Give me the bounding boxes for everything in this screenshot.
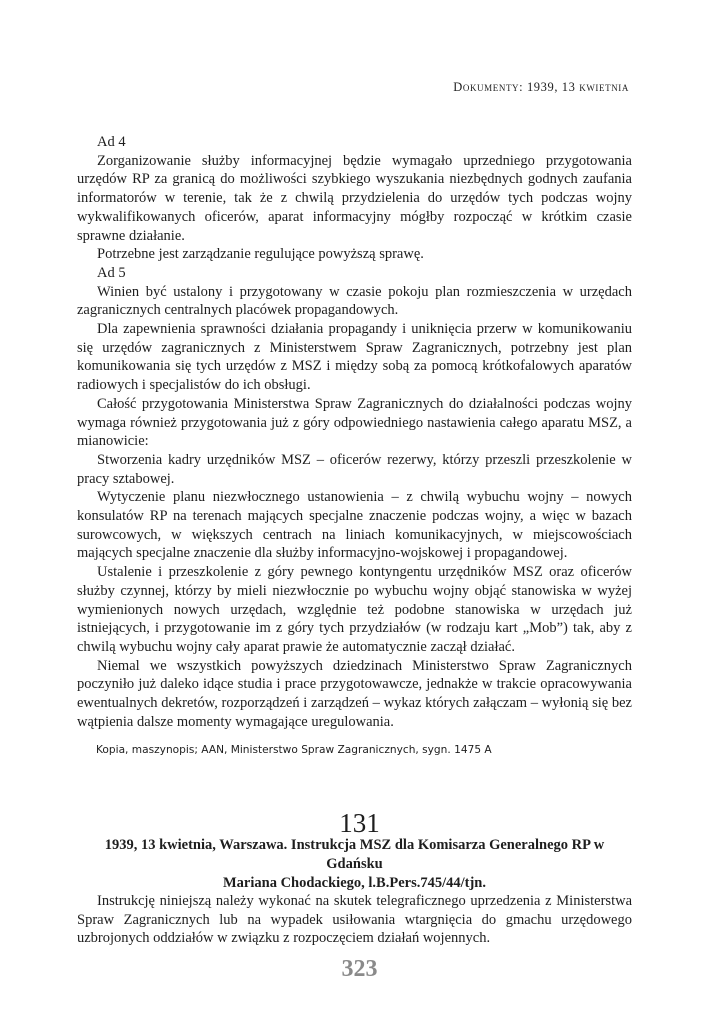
paragraph: Ustalenie i przeszkolenie z góry pewnego kontyngentu urzędników MSZ oraz oficerów służby czynnej, którzy by mieli niezwłocznie po wybuchu wojny objąć stanowiska w wyżej wymienionych nowych urzędach, względnie też podobne stanowiska w urzędach już istniejących, i przygotowanie im z góry tych przydziałów (w rodzaju kart „Mob”) tak, aby z chwilą wybuchu wojny cały aparat prawie że automatycznie zaczął działać. bbox=[77, 564, 632, 655]
document-number: 131 bbox=[339, 808, 380, 838]
running-header: Dokumenty: 1939, 13 kwietnia bbox=[453, 80, 629, 94]
section-label: Ad 4 bbox=[97, 134, 126, 150]
paragraph: Zorganizowanie służby informacyjnej będzie wymagało uprzedniego przygotowania urzędów RP za granicą do możliwości szybkiego wyszukania niezbędnych godnych zaufania informatorów w terenie, tak że z chwilą przydzielenia do urzędów tych podczas wojny wykwalifikowanych oficerów, aparat informacyjny mógłby rozpocząć w krótkim czasie sprawne działanie. bbox=[77, 152, 632, 244]
document-paragraph: Instrukcję niniejszą należy wykonać na skutek telegraficznego uprzedzenia z Ministerstwa Spraw Zagranicznych lub na wypadek usiłowania wtargnięcia do gmachu urzędowego uzbrojonych oddziałów w związku z rozpoczęciem działań wojennych. bbox=[77, 893, 632, 947]
paragraph: Dla zapewnienia sprawności działania propagandy i uniknięcia przerw w komunikowaniu się urzędów zagranicznych z Ministerstwem Spraw Zagranicznych, potrzebny jest plan komunikowania się tych urzędów z MSZ i między sobą za pomocą krótkofalowych aparatów radiowych i specjalistów do ich obsługi. bbox=[77, 321, 632, 394]
document-heading bbox=[77, 836, 632, 892]
paragraph: Stworzenia kadry urzędników MSZ – oficerów rezerwy, którzy przeszli przeszkolenie w pracy sztabowej. bbox=[77, 451, 632, 487]
document-heading-line: 1939, 13 kwietnia, Warszawa. Instrukcja MSZ dla Komisarza Generalnego RP w Gdańsku bbox=[104, 837, 605, 872]
page-number: 323 bbox=[341, 956, 378, 982]
paragraph: Całość przygotowania Ministerstwa Spraw Zagranicznych do działalności podczas wojny wymaga również przygotowania już z góry odpowiedniego nastawienia całego aparatu MSZ, a mianowicie: bbox=[77, 395, 632, 450]
paragraph: Wytyczenie planu niezwłocznego ustanowienia – z chwilą wybuchu wojny – nowych konsulatów RP na terenach mających specjalne znaczenie podczas wojny, a więc w bazach surowcowych, w większych centrach na liniach komunikacyjnych, w miejscowościach mających specjalne znaczenie dla służby informacyjno-wojskowej i propagandowej. bbox=[77, 489, 632, 562]
document-body bbox=[77, 133, 632, 732]
paragraph: Niemal we wszystkich powyższych dziedzinach Ministerstwo Spraw Zagranicznych poczyniło już daleko idące studia i prace przygotowawcze, jednakże w trakcie opracowywania ewentualnych dekretów, rozporządzeń i zarządzeń – wykaz których załączam – wyłonią się bez wątpienia dalsze momenty wymagające uregulowania. bbox=[77, 657, 632, 730]
paragraph: Potrzebne jest zarządzanie regulujące powyższą sprawę. bbox=[97, 246, 424, 263]
source-note: Kopia, maszynopis; AAN, Ministerstwo Spraw Zagranicznych, sygn. 1475 A bbox=[96, 744, 492, 756]
section-label: Ad 5 bbox=[97, 264, 126, 281]
document-heading-line: Mariana Chodackiego, l.B.Pers.745/44/tjn. bbox=[222, 874, 486, 891]
paragraph: Winien być ustalony i przygotowany w czasie pokoju plan rozmieszczenia w urzędach zagranicznych centralnych placówek propagandowych. bbox=[77, 283, 632, 319]
